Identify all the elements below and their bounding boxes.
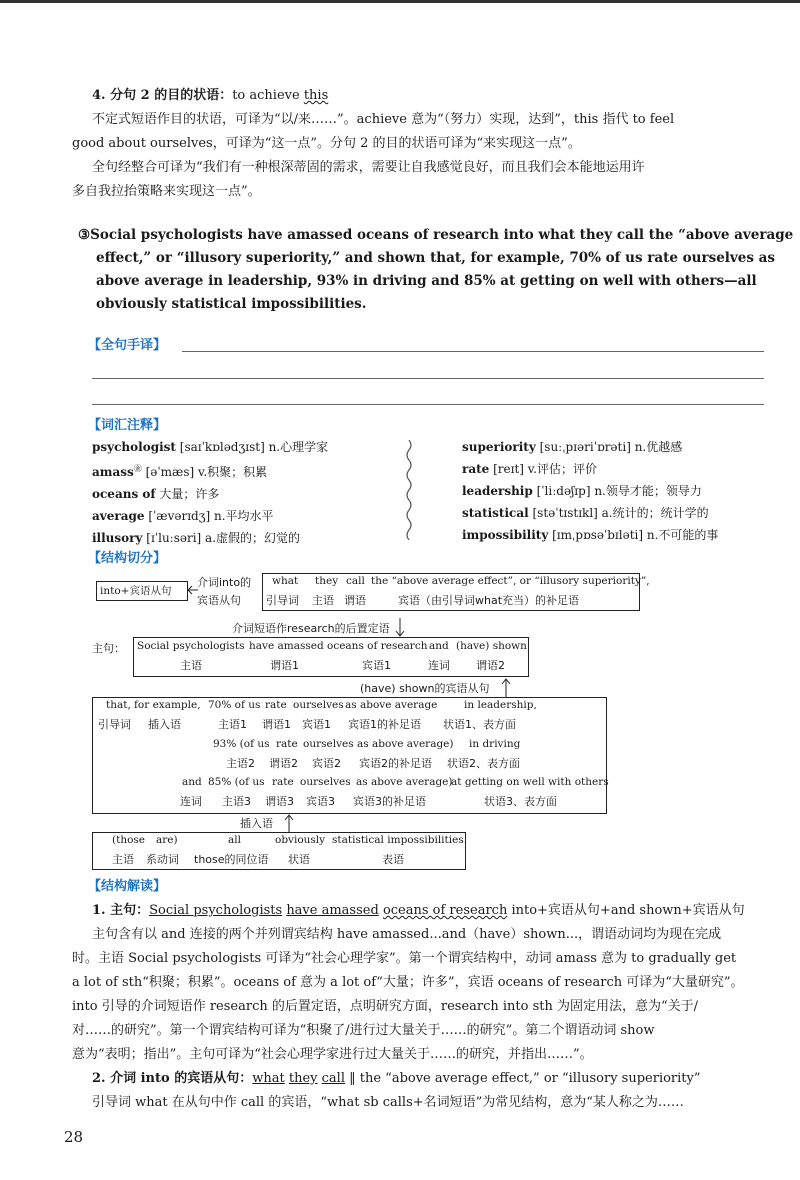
r3-adverbial: at getting on well with others xyxy=(451,776,609,788)
r3-complement: as above average) xyxy=(356,776,453,788)
divider-squiggle xyxy=(403,440,415,540)
r3-ourselves: ourselves xyxy=(300,776,351,788)
r2-adv-label: 状语2、表方面 xyxy=(447,757,520,770)
h2-call: call xyxy=(321,1071,345,1086)
analysis-heading: 【结构解读】 xyxy=(88,879,167,894)
vocab-item: psychologist [saɪˈkɒlədʒɪst] n.心理学家 xyxy=(92,440,329,454)
h1-rest: into+宾语从句+and shown+宾语从句 xyxy=(507,903,745,918)
main-subj: Social psychologists xyxy=(137,640,245,652)
analysis-h2 xyxy=(92,1067,782,1091)
r1-ourselves: ourselves xyxy=(293,699,344,711)
b3-adv-label: 状语 xyxy=(288,853,310,866)
r3-subj: 85% (of us xyxy=(208,776,265,788)
r2-comp-label: 宾语2的补足语 xyxy=(359,757,432,770)
r1-for-example: for example, xyxy=(134,699,201,711)
r2-rate: rate xyxy=(276,738,298,750)
r2-rate-label: 谓语2 xyxy=(269,757,298,770)
r2-complement: as above average) xyxy=(357,738,454,750)
analysis-p3: a lot of sth“积聚；积累”。oceans of 意为 a lot of“大量；许多”，宾语 oceans of research 可译为“大量研究”。 xyxy=(72,975,744,990)
sentence3-line3: above average in leadership, 93% in driving and 85% at getting on well with others—all xyxy=(96,273,757,289)
r2-adverbial: in driving xyxy=(469,738,521,750)
c1-call-label: 谓语 xyxy=(344,594,366,607)
arrow-left-icon xyxy=(186,584,198,596)
c1-what-label: 引导词 xyxy=(266,594,299,607)
item4-heading xyxy=(92,84,772,108)
c1-rest: the “above average effect”, or “illusory superiority”, xyxy=(371,575,650,587)
translation-heading: 【全句手译】 xyxy=(88,338,167,353)
c1-call: call xyxy=(346,575,365,587)
item4-heading-en: to achieve xyxy=(232,88,304,103)
vocab-heading: 【词汇注释】 xyxy=(88,418,167,433)
vocab-item: average [ˈævərɪdʒ] n.平均水平 xyxy=(92,509,274,523)
shown-obj-label: (have) shown的宾语从句 xyxy=(360,682,490,695)
c1-they-label: 主语 xyxy=(312,594,334,607)
vocab-item: illusory [ɪˈluːsəri] a.虚假的；幻觉的 xyxy=(92,531,301,545)
top-rule xyxy=(0,0,800,3)
main-clause-label: 主句： xyxy=(92,642,125,655)
arrow-up-icon xyxy=(283,813,295,833)
main-obj1: oceans of research xyxy=(327,640,428,652)
b3-are: are) xyxy=(156,834,178,846)
r2-ourselves: ourselves xyxy=(303,738,354,750)
r2-obj-label: 宾语2 xyxy=(312,757,341,770)
item4-p2: good about ourselves，可译为“这一点”。分句 2 的目的状语可译为“来实现这一点”。 xyxy=(72,136,581,151)
item4-p4: 多自我拉抬策略来实现这一点”。 xyxy=(72,184,261,199)
r3-rate: rate xyxy=(272,776,294,788)
prep-into-label: 介词into的 xyxy=(197,576,252,589)
b3-pred-label: 表语 xyxy=(382,853,404,866)
b3-subj-label: 主语 xyxy=(112,853,134,866)
obj-clause-label: 宾语从句 xyxy=(197,594,241,607)
sentence3-line1 xyxy=(78,224,794,247)
main-pred2-label: 谓语2 xyxy=(476,659,505,672)
main-obj1-label: 宾语1 xyxy=(362,659,391,672)
r3-and: and xyxy=(182,776,202,788)
r3-adv-label: 状语3、表方面 xyxy=(484,795,557,808)
analysis-p7: 引导词 what 在从句中作 call 的宾语，“what sb calls+名词短语”为常见结构，意为“某人称之为…… xyxy=(92,1095,684,1110)
r1-comp-label: 宾语1的补足语 xyxy=(348,718,421,731)
item4-heading-this: this xyxy=(303,88,329,103)
analysis-h1 xyxy=(92,899,782,923)
arrow-up-icon xyxy=(500,677,512,697)
translation-line-2[interactable] xyxy=(92,378,764,379)
analysis-h2-label: 2. 介词 into 的宾语从句： xyxy=(92,1071,253,1086)
h2-rest: ‖ the “above average effect,” or “illusory superiority” xyxy=(344,1071,701,1086)
main-subj-label: 主语 xyxy=(180,659,202,672)
c1-they: they xyxy=(315,575,339,587)
r1-that: that, xyxy=(106,699,131,711)
item4-heading-label: 4. 分句 2 的目的状语： xyxy=(92,88,233,103)
item4-p3: 全句经整合可译为“我们有一种根深蒂固的需求，需要让自我感觉良好，而且我们会本能地运用许 xyxy=(92,160,645,175)
h2-what: what xyxy=(252,1071,285,1086)
vocab-item: impossibility [ɪmˌpɒsəˈbɪləti] n.不可能的事 xyxy=(462,528,719,542)
r1-rate: rate xyxy=(265,699,287,711)
sentence3-line2: effect,” or “illusory superiority,” and shown that, for example, 70% of us rate ourselves as xyxy=(96,250,776,266)
b3-those: (those xyxy=(112,834,146,846)
translation-line-3[interactable] xyxy=(92,404,764,405)
r3-conj-label: 连词 xyxy=(180,795,202,808)
c1-rest-label: 宾语（由引导词what充当）的补足语 xyxy=(398,594,580,607)
arrow-down-icon xyxy=(394,618,406,638)
r1-subj: 70% of us xyxy=(208,699,261,711)
r2-subj: 93% (of us xyxy=(213,738,270,750)
vocab-right xyxy=(462,436,782,546)
r3-rate-label: 谓语3 xyxy=(265,795,294,808)
r1-adverbial: in leadership, xyxy=(464,699,537,711)
into-label: into+宾语从句 xyxy=(100,585,172,597)
postmod-label: 介词短语作research的后置定语 xyxy=(232,622,390,635)
vocab-item: amass㊎ [əˈmæs] v.积聚；积累 xyxy=(92,464,268,479)
vocab-item: oceans of 大量；许多 xyxy=(92,487,220,501)
analysis-p4: into 引导的介词短语作 research 的后置定语，点明研究方面，research into sth 为固定用法，意为“关于/ xyxy=(72,999,699,1014)
vocab-item: rate [reɪt] v.评估；评价 xyxy=(462,462,597,476)
item4-p1: 不定式短语作目的状语，可译为“以/来……”。achieve 意为“（努力）实现，达到”，this 指代 to feel xyxy=(92,112,675,127)
b3-appos-label: those的同位语 xyxy=(194,853,269,866)
vocab-item: statistical [stəˈtɪstɪkl] a.统计的；统计学的 xyxy=(462,506,709,520)
r1-that-label: 引导词 xyxy=(98,718,131,731)
sentence3-line4: obviously statistical impossibilities. xyxy=(96,296,367,312)
analysis-p2: 时。主语 Social psychologists 可译为“社会心理学家”。第一个谓宾结构中，动词 amass 意为 to gradually get xyxy=(72,951,737,966)
b3-obviously: obviously xyxy=(275,834,326,846)
r3-subj-label: 主语3 xyxy=(222,795,251,808)
structure-heading: 【结构切分】 xyxy=(88,551,167,566)
main-pred1-label: 谓语1 xyxy=(270,659,299,672)
analysis-h1-label: 1. 主句： xyxy=(92,903,150,918)
vocab-item: superiority [suːˌpɪəriˈɒrəti] n.优越感 xyxy=(462,440,683,454)
vocab-left xyxy=(92,436,402,549)
sentence-marker: ③ xyxy=(78,227,91,243)
h1-subj: Social psychologists xyxy=(149,903,283,918)
r3-obj-label: 宾语3 xyxy=(306,795,335,808)
b3-verb-label: 系动词 xyxy=(146,853,179,866)
main-pred2: (have) shown xyxy=(456,640,527,652)
r1-subj-label: 主语1 xyxy=(218,718,247,731)
main-pred1: have amassed xyxy=(249,640,324,652)
h1-obj: oceans of research xyxy=(382,903,508,918)
main-conj: and xyxy=(429,640,449,652)
vocab-item: leadership [ˈliːdəʃɪp] n.领导才能；领导力 xyxy=(462,484,702,498)
r1-obj-label: 宾语1 xyxy=(302,718,331,731)
h1-pred: have amassed xyxy=(286,903,379,918)
page-number: 28 xyxy=(64,1128,84,1146)
b3-all: all xyxy=(228,834,241,846)
c1-what: what xyxy=(272,575,299,587)
analysis-p1: 主句含有以 and 连接的两个并列谓宾结构 have amassed...and（have）shown...，谓语动词均为现在完成 xyxy=(92,927,722,942)
sentence3-line1-text: Social psychologists have amassed oceans of research into what they call the “above average xyxy=(90,227,794,243)
h2-they: they xyxy=(288,1071,318,1086)
analysis-p6: 意为“表明；指出”。主句可译为“社会心理学家进行过大量关于……的研究，并指出……”。 xyxy=(72,1047,593,1062)
r1-rate-label: 谓语1 xyxy=(262,718,291,731)
insert-label: 插入语 xyxy=(240,817,273,830)
r1-complement: as above average xyxy=(345,699,438,711)
main-conj-label: 连词 xyxy=(428,659,450,672)
b3-impossibilities: statistical impossibilities. xyxy=(332,834,468,846)
translation-line-1[interactable] xyxy=(182,351,764,352)
r1-insert-label: 插入语 xyxy=(148,718,181,731)
r2-subj-label: 主语2 xyxy=(226,757,255,770)
analysis-p5: 对……的研究”。第一个谓宾结构可译为“积聚了/进行过大量关于……的研究”。第二个谓语动词 show xyxy=(72,1023,655,1038)
r1-adv-label: 状语1、表方面 xyxy=(443,718,516,731)
r3-comp-label: 宾语3的补足语 xyxy=(353,795,426,808)
